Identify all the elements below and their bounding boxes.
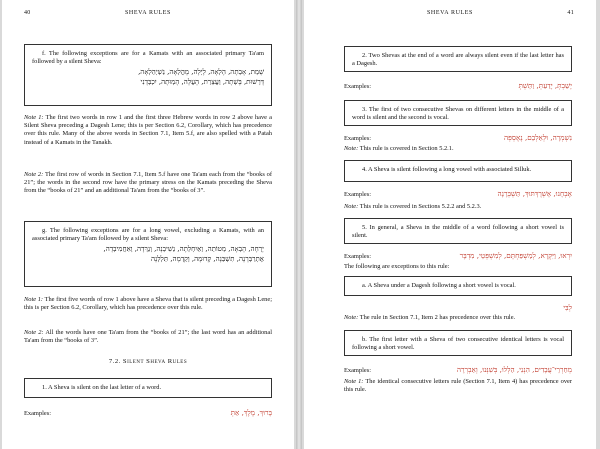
note-text: The rule in Section 7.1, Item 2 has precedence over this rule.: [359, 314, 516, 321]
rule-box-1: [24, 378, 272, 398]
note-text: The identical consecutive letters rule (Section 7.1, Item 4) has precedence over this rule.: [344, 378, 572, 394]
examples-label: Examples:: [344, 83, 371, 90]
note-text: This rule is covered in Sections 5.2.2 and 5.2.3.: [359, 203, 482, 210]
note-2-f: [24, 171, 272, 196]
examples-hebrew: נִשְׁמְרָה, וּלְאַלְבֵם, נֶאֶסְפְּה: [504, 133, 572, 142]
right-running-head: SHEVA RULES: [427, 10, 473, 16]
rule-5b-text: b. The first letter with a Sheva of two consecutive identical letters is vocal following a short vowel.: [352, 336, 564, 352]
examples-label: Examples:: [24, 410, 51, 417]
examples-label: Examples:: [344, 367, 371, 374]
rule-5-text: 5. In general, a Sheva in the middle of a word following a short vowel is silent.: [352, 224, 564, 240]
rule-box-2: [344, 46, 572, 72]
rule-box-f: [24, 44, 272, 106]
rule-box-3: [344, 100, 572, 126]
note-rule-4: [344, 203, 572, 211]
examples-label: Examples:: [344, 191, 371, 198]
note-text: The first row of words in Section 7.1, Item 5.f have one Ta'am each from the “books of 21”; the words in the second row have the primary stress on the Kamats preceding the Sheva from the “books of 21” and an additional Ta'am from the “books of 3”.: [24, 171, 273, 195]
rule-g-hebrew-row-2: אֶתְרַבְּרָנָה, תִשְׁבַּנָה, קְדוּמָה, וְקַדְמָה, תַּלְלְנָה: [150, 254, 264, 263]
examples-label: Examples:: [344, 253, 371, 260]
rule-f-hebrew-row-2: דָּרְשׁוּת, בָּשְׁתָה, וַעֲצְרַת, הָעֲלָה, הָמְוּתָה, יִכְבְּדָנִי: [140, 77, 264, 86]
left-page-number: 40: [24, 10, 31, 16]
note-text: This rule is covered in Section 5.2.1.: [359, 145, 454, 152]
rule-box-g: [24, 221, 272, 287]
rule-f-hebrew-row-1: שָׁמְת, אָבְתָה, הָלְאָה, לָיְלָה, מָהֳלְאָה, נַשְׁיְהַלְאָה,: [138, 67, 264, 76]
rule-f-text: f. The following exceptions are for a Kamats with an associated primary Ta'am followed by a silent Sheva:: [32, 50, 264, 66]
rule-3-text: 3. The first of two consecutive Shevas on different letters in the middle of a word is silent and the second is vocal.: [352, 106, 564, 122]
rule-box-5b: [344, 330, 572, 356]
note-label: Note:: [344, 203, 359, 210]
left-page: [2, 0, 294, 449]
note-label: Note 1:: [344, 378, 364, 385]
note-label: Note 2:: [24, 329, 44, 336]
note-rule-3: [344, 145, 572, 153]
note-text: All the words have one Ta'am from the “books of 21”; the last word has an additional Ta'am from the “books of 3”.: [24, 329, 272, 345]
book-spine: [296, 0, 302, 449]
note-2-g: [24, 329, 272, 345]
exceptions-intro: The following are exceptions to this rule:: [344, 263, 450, 270]
note-label: Note:: [344, 314, 359, 321]
examples-hebrew: בָּרוּךְ, מֶלֶךְ, אַתְּ: [230, 408, 272, 417]
note-label: Note 2:: [24, 171, 44, 178]
rule-box-5: [344, 218, 572, 244]
examples-label: Examples:: [344, 135, 371, 142]
right-page-number: 41: [567, 10, 574, 16]
rule-box-5a: [344, 276, 572, 296]
right-page: [304, 0, 596, 449]
note-text: The first five words of row 1 above have a Sheva that is silent preceding a Dagesh Lene; this is per Section 6.2, Corollary, which has precedence over this rule.: [24, 296, 272, 312]
note-label: Note:: [344, 145, 359, 152]
note-label: Note 1:: [24, 114, 44, 121]
note-rule-5a: [344, 314, 572, 322]
left-running-head: SHEVA RULES: [125, 10, 171, 16]
rule-4-text: 4. A Sheva is silent following a long vowel with associated Silluk.: [362, 166, 532, 173]
section-heading: 7.2. Silent Sheva Rules: [108, 358, 188, 365]
note-1-g: [24, 296, 272, 312]
examples-hebrew: מְחַרְרֵי־עֲבָדִים, הִנְנִי, הַלְלוּ, בְּשִׁנְּנוּ, וְאַבְרְרָה: [456, 365, 572, 374]
note-1-rule-5b: [344, 378, 572, 394]
note-label: Note 1:: [24, 296, 44, 303]
rule-box-4: [344, 160, 572, 182]
rule-1-text: 1. A Sheva is silent on the last letter of a word.: [42, 384, 162, 391]
rule-5a-text: a. A Sheva under a Dagesh following a short vowel is vocal.: [362, 282, 516, 289]
rule-g-text: g. The following exceptions are for a long vowel, excluding a Kamats, with an associated primary Ta'am followed by a silent Sheva:: [32, 227, 264, 243]
rule-2-text: 2. Two Shevas at the end of a word are always silent even if the last letter has a Dagesh.: [352, 52, 564, 68]
note-1-f: [24, 114, 272, 147]
note-text: The first two words in row 1 and the first three Hebrew words in row 2 above have a Silent Sheva preceding a Dagesh Lene; this is per Section 6.2, Corollary, which has precedence over this rule. Many of the above words in Section 7.1, Item 5.f, are also spelled with a Patah instead of a Kamats in the Tanakh.: [24, 114, 273, 146]
examples-hebrew: יָשַׁבְתְּ, יָדַעַתְּ, וַתֵּשְׁתְּ: [518, 81, 572, 90]
rule-g-hebrew-row-1: יָרְחָה, הָבְאָה, מְטוֹתַה, וַאַיִחְלְתָה, נַשִׁיבְנָה, וְנַרְּדָה, וְאַחֲמִיבְדָה,: [103, 244, 264, 253]
examples-hebrew: אֶבְחָנוּ, אָשְׁרֶךְתּוּךְ, תַּשְׁבְּרָנָה: [497, 189, 572, 198]
examples-hebrew: לְבִּי: [563, 303, 572, 312]
examples-hebrew: יִרְאוּ, וַיִּקְרָא, לְמַשְׁפַּחְתָּם, לְמִשְׁפְּטֵי, מִדְבָּר: [459, 251, 572, 260]
